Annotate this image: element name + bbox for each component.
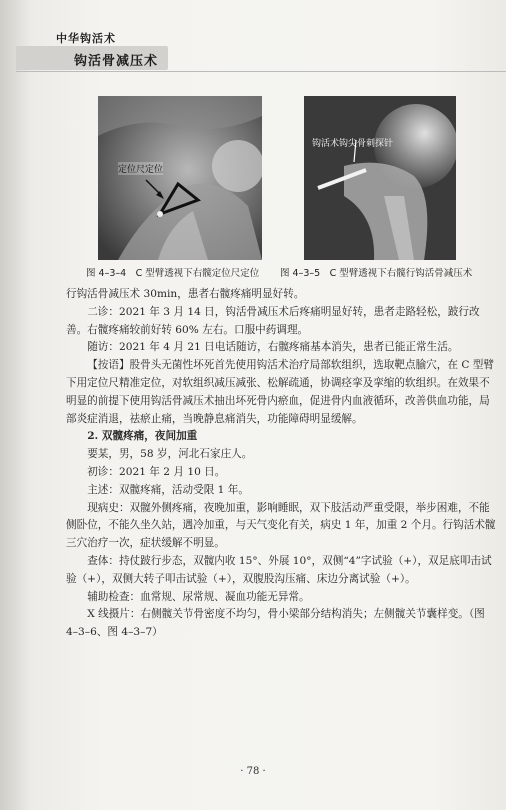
figure-label-hook-probe: 钩活术钩尖骨刺探针 [312,139,394,149]
paragraph: 初诊：2021 年 2 月 10 日。 [87,465,226,478]
xray-image-left [98,96,262,260]
paragraph: 二诊：2021 年 3 月 14 日，钩活骨减压术后疼痛明显好转，患者走路轻松，跛行改善。右髋疼痛较前好转 60% 左右。口服中药调理。 [66,305,480,336]
case-heading: 2. 双髋疼痛，夜间加重 [87,430,198,443]
paragraph: 辅助检查：血常规、尿常规、凝血功能无异常。 [87,590,310,603]
running-header-book-title: 中华钩活术 [56,32,116,45]
paragraph: 主述：双髋疼痛，活动受限 1 年。 [87,483,249,496]
figure-xray-hip-decompression [304,96,456,260]
paragraph: 行钩活骨减压术 30min，患者右髋疼痛明显好转。 [66,288,305,300]
paragraph: 要某，男，58 岁，河北石家庄人。 [87,448,253,461]
figure-caption-4-3-5: 图 4–3–5 C 型臂透视下右髋行钩活骨减压术 [280,268,473,279]
page-number: · 78 · [240,766,266,777]
running-header-section-title: 钩活骨减压术 [74,54,159,69]
header-rule [16,71,506,72]
paragraph: 【按语】股骨头无菌性坏死首先使用钩活术治疗局部软组织，选取靶点腧穴，在 C 型臂下用定位尺精准定位，对软组织减压减张、松解疏通，协调痉挛及挛缩的软组织。在效果不明显的前提下使用钩活骨减压术抽出坏死骨内瘀血，促进骨内血液循环，改善供血功能，局部炎症消退，祛瘀止痛，当晚静息痛消失，功能障碍明显缓解。 [66,359,494,425]
paragraph: 查体：持仗跛行步态，双髋内收 15°、外展 10°，双侧“4”字试验（+），双足底叩击试验（+），双侧大转子叩击试验（+），双腹股沟压痛、床边分离试验（+）。 [66,554,492,585]
body-text [66,286,496,642]
figure-label-positioning-ruler: 定位尺定位 [118,162,163,175]
paragraph: 随访：2021 年 4 月 21 日电话随访，右髋疼痛基本消失，患者已能正常生活。 [87,341,459,354]
xray-image-right [304,96,456,260]
figure-caption-4-3-4: 图 4–3–4 C 型臂透视下右髋定位尺定位 [86,268,260,279]
paragraph: X 线摄片：右侧髋关节骨密度不均匀，骨小梁部分结构消失；左侧髋关节囊样变。（图 4–3–6、图 4–3–7） [66,608,485,639]
paragraph: 现病史：双髋外侧疼痛，夜晚加重，影响睡眠，双下肢活动严重受限，举步困难，不能侧卧位，不能久坐久站，遇冷加重，与天气变化有关，病史 1 年，加重 2 个月。行钩活术髋三穴治疗一次，症状缓解不明显。 [66,501,496,550]
figure-xray-hip-positioning [98,96,262,260]
